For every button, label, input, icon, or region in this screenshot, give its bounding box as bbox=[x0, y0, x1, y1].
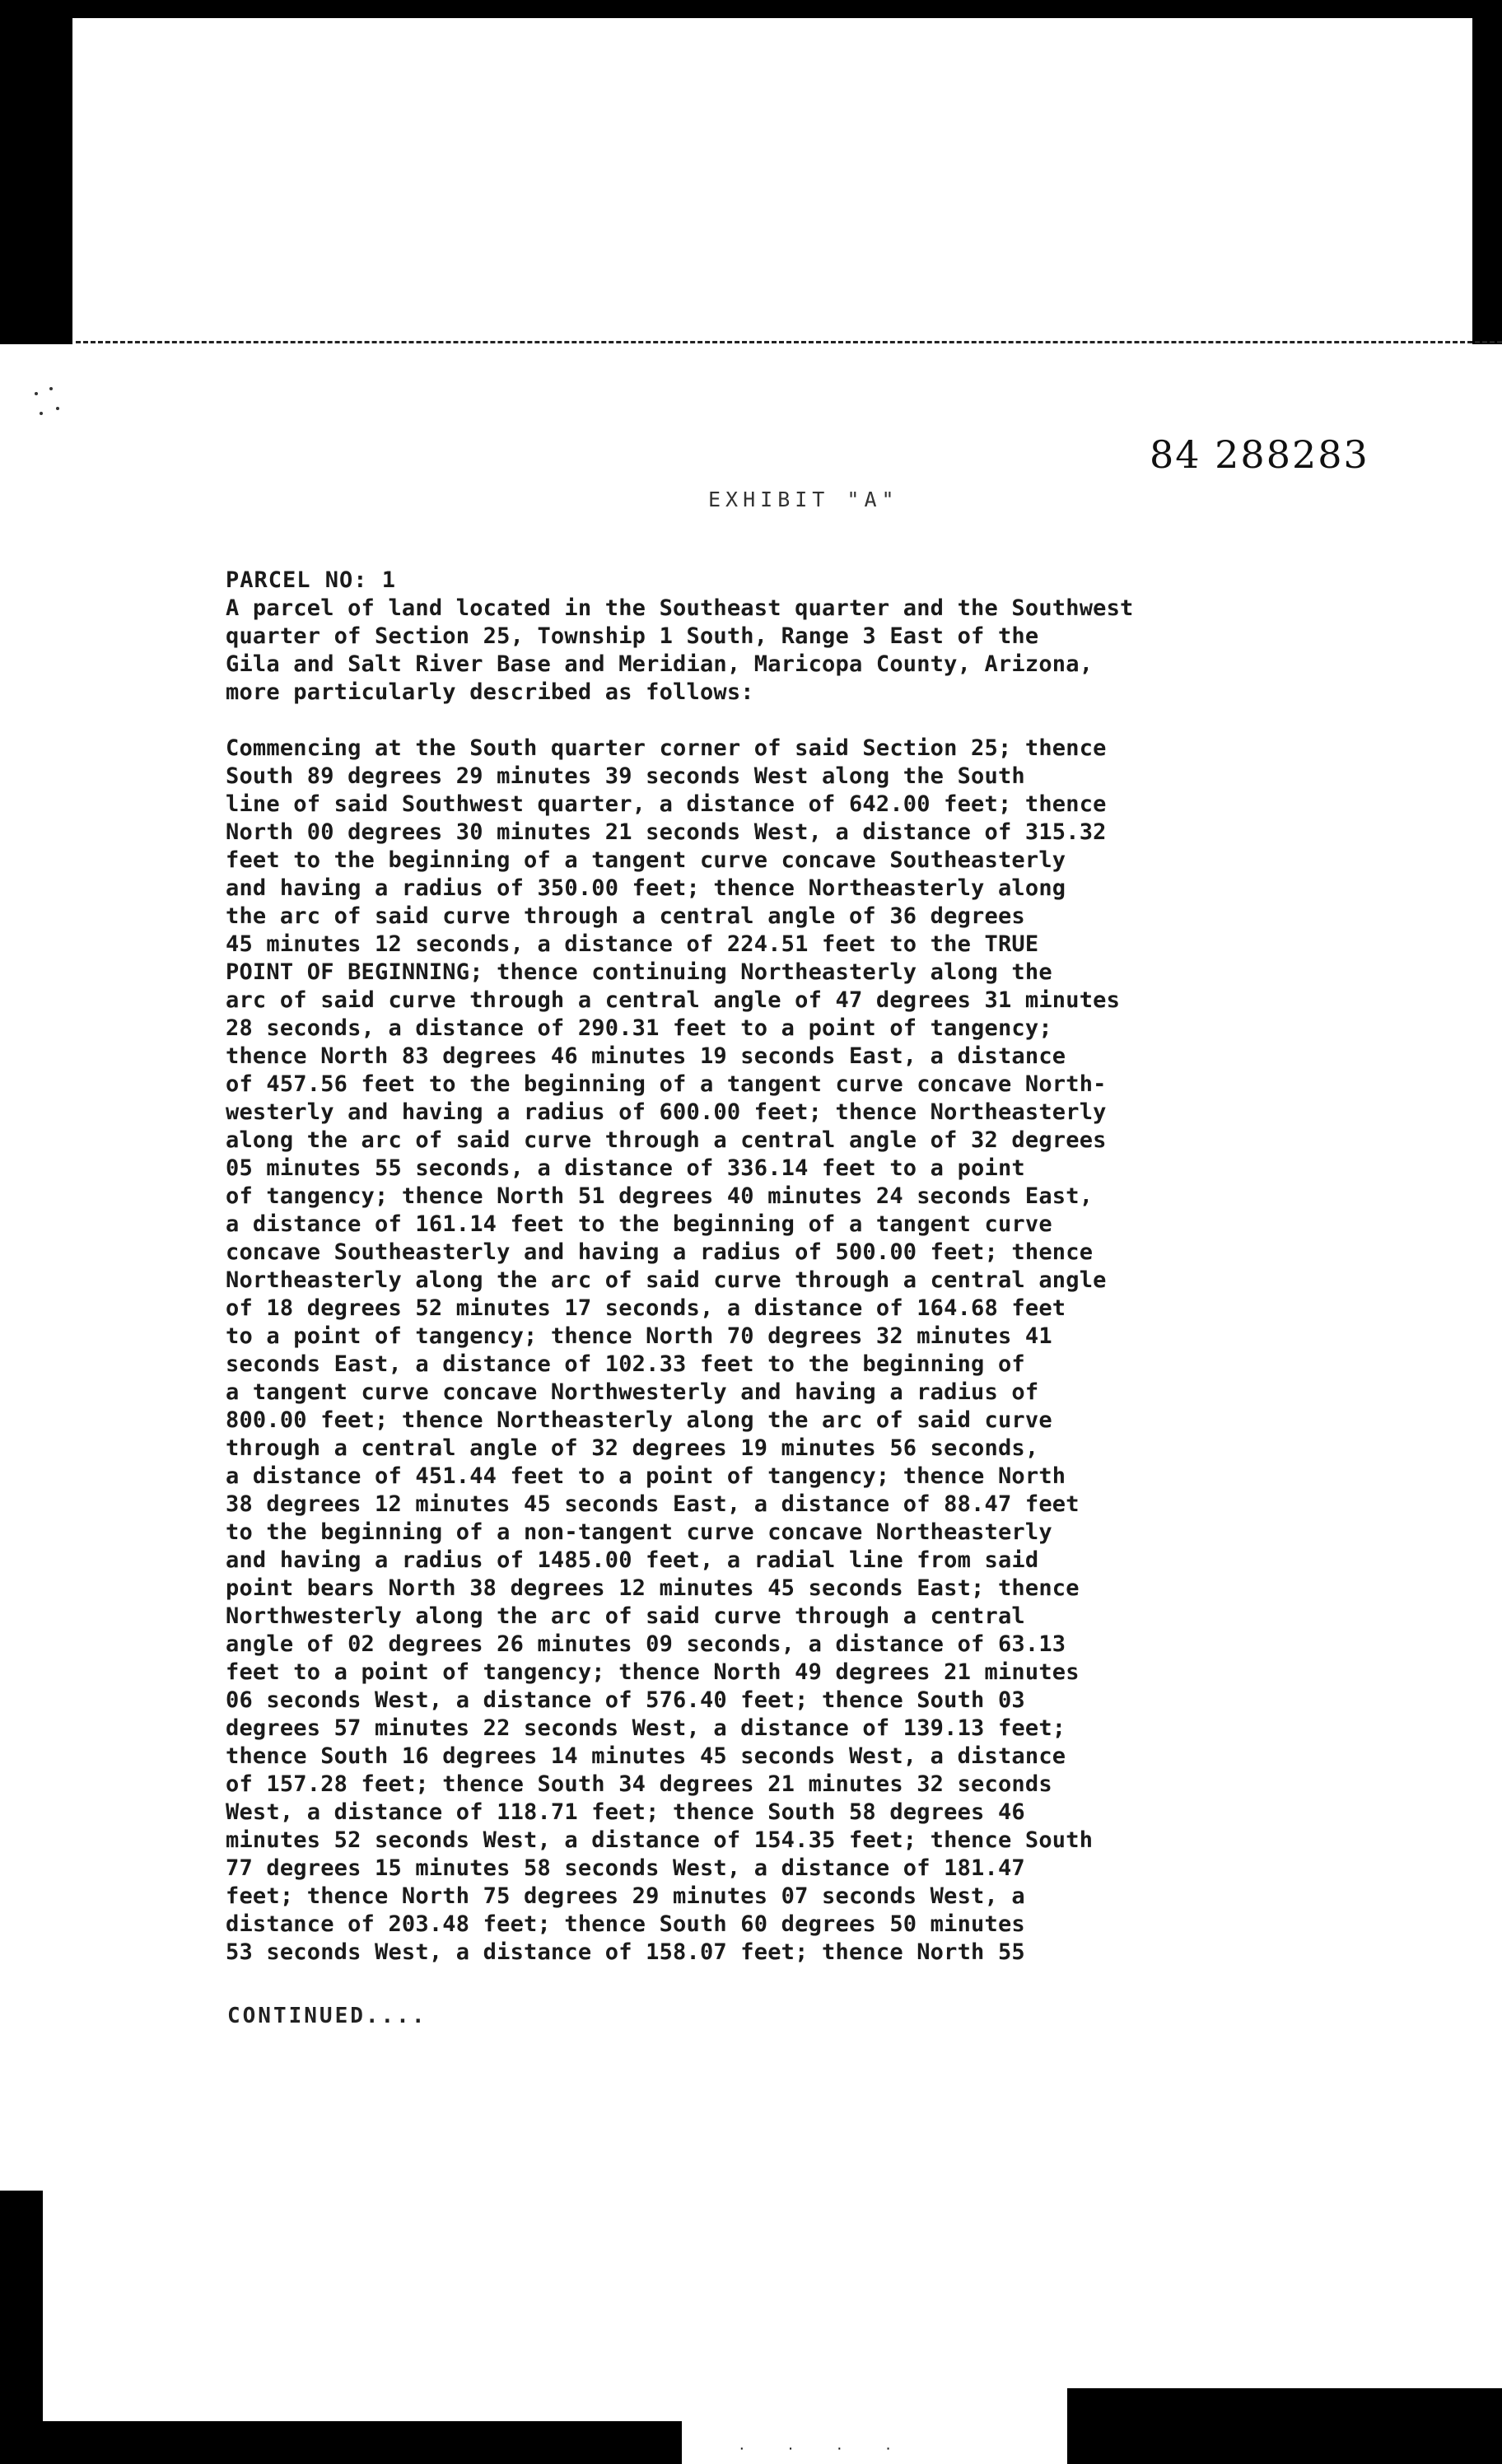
text-line: arc of said curve through a central angle of 47 degrees 31 minutes bbox=[226, 987, 1121, 1013]
legal-description bbox=[226, 567, 1428, 1967]
exhibit-title: EXHIBIT "A" bbox=[708, 488, 899, 511]
scan-specks bbox=[31, 387, 64, 436]
text-line: of 18 degrees 52 minutes 17 seconds, a distance of 164.68 feet bbox=[226, 1295, 1066, 1321]
text-line: feet to a point of tangency; thence North 49 degrees 21 minutes bbox=[226, 1659, 1080, 1685]
text-line: feet; thence North 75 degrees 29 minutes 07 seconds West, a bbox=[226, 1883, 1025, 1909]
text-line: 06 seconds West, a distance of 576.40 feet; thence South 03 bbox=[226, 1687, 1025, 1713]
text-line: North 00 degrees 30 minutes 21 seconds West, a distance of 315.32 bbox=[226, 819, 1107, 845]
text-line: 38 degrees 12 minutes 45 seconds East, a distance of 88.47 feet bbox=[226, 1491, 1080, 1517]
text-line: the arc of said curve through a central angle of 36 degrees bbox=[226, 903, 1025, 929]
paragraph-gap bbox=[226, 707, 1428, 735]
recording-number: 84 288283 bbox=[1150, 432, 1369, 477]
bottom-stamp: · · · · bbox=[738, 2441, 909, 2457]
text-line: POINT OF BEGINNING; thence continuing Northeasterly along the bbox=[226, 959, 1052, 985]
scan-border-left-bottom bbox=[0, 2191, 43, 2464]
text-line: a distance of 451.44 feet to a point of tangency; thence North bbox=[226, 1463, 1066, 1489]
scan-border-bottom-left bbox=[43, 2421, 682, 2464]
text-line: to the beginning of a non-tangent curve concave Northeasterly bbox=[226, 1519, 1052, 1545]
description-paragraph bbox=[226, 735, 1428, 1967]
text-line: thence South 16 degrees 14 minutes 45 seconds West, a distance bbox=[226, 1743, 1066, 1769]
text-line: degrees 57 minutes 22 seconds West, a distance of 139.13 feet; bbox=[226, 1715, 1066, 1741]
text-line: Gila and Salt River Base and Meridian, Maricopa County, Arizona, bbox=[226, 651, 1094, 677]
text-line: seconds East, a distance of 102.33 feet to the beginning of bbox=[226, 1351, 1025, 1377]
intro-paragraph bbox=[226, 595, 1428, 707]
text-line: Northwesterly along the arc of said curve through a central bbox=[226, 1603, 1025, 1629]
text-line: and having a radius of 350.00 feet; thence Northeasterly along bbox=[226, 875, 1066, 901]
scan-border-right-top bbox=[1472, 0, 1502, 344]
text-line: angle of 02 degrees 26 minutes 09 seconds, a distance of 63.13 bbox=[226, 1631, 1066, 1657]
text-line: 28 seconds, a distance of 290.31 feet to a point of tangency; bbox=[226, 1015, 1052, 1041]
text-line: West, a distance of 118.71 feet; thence South 58 degrees 46 bbox=[226, 1799, 1025, 1825]
text-line: of 457.56 feet to the beginning of a tangent curve concave North- bbox=[226, 1071, 1107, 1097]
text-line: 05 minutes 55 seconds, a distance of 336.14 feet to a point bbox=[226, 1155, 1025, 1181]
text-line: quarter of Section 25, Township 1 South, Range 3 East of the bbox=[226, 623, 1039, 649]
text-line: A parcel of land located in the Southeast quarter and the Southwest bbox=[226, 595, 1134, 621]
text-line: minutes 52 seconds West, a distance of 154.35 feet; thence South bbox=[226, 1827, 1094, 1853]
text-line: thence North 83 degrees 46 minutes 19 seconds East, a distance bbox=[226, 1043, 1066, 1069]
text-line: more particularly described as follows: bbox=[226, 679, 754, 705]
text-line: distance of 203.48 feet; thence South 60 degrees 50 minutes bbox=[226, 1911, 1025, 1937]
scan-border-bottom-right bbox=[1067, 2388, 1502, 2464]
text-line: westerly and having a radius of 600.00 feet; thence Northeasterly bbox=[226, 1099, 1107, 1125]
parcel-heading: PARCEL NO: 1 bbox=[226, 567, 397, 593]
text-line: point bears North 38 degrees 12 minutes 45 seconds East; thence bbox=[226, 1575, 1080, 1601]
text-line: of tangency; thence North 51 degrees 40 minutes 24 seconds East, bbox=[226, 1183, 1094, 1209]
text-line: 45 minutes 12 seconds, a distance of 224.51 feet to the TRUE bbox=[226, 931, 1039, 957]
text-line: feet to the beginning of a tangent curve concave Southeasterly bbox=[226, 847, 1066, 873]
text-line: and having a radius of 1485.00 feet, a radial line from said bbox=[226, 1547, 1039, 1573]
text-line: Northeasterly along the arc of said curve through a central angle bbox=[226, 1267, 1107, 1293]
text-line: a tangent curve concave Northwesterly and having a radius of bbox=[226, 1379, 1039, 1405]
text-line: along the arc of said curve through a central angle of 32 degrees bbox=[226, 1127, 1107, 1153]
text-line: 800.00 feet; thence Northeasterly along the arc of said curve bbox=[226, 1407, 1052, 1433]
scan-border-top bbox=[72, 0, 1472, 18]
text-line: a distance of 161.14 feet to the beginning of a tangent curve bbox=[226, 1211, 1052, 1237]
text-line: of 157.28 feet; thence South 34 degrees 21 minutes 32 seconds bbox=[226, 1771, 1052, 1797]
continued-label: CONTINUED.... bbox=[227, 2004, 427, 2028]
text-line: to a point of tangency; thence North 70 degrees 32 minutes 41 bbox=[226, 1323, 1052, 1349]
scan-border-left-top bbox=[0, 0, 72, 344]
text-line: line of said Southwest quarter, a distance of 642.00 feet; thence bbox=[226, 791, 1107, 817]
text-line: through a central angle of 32 degrees 19 minutes 56 seconds, bbox=[226, 1435, 1039, 1461]
text-line: 53 seconds West, a distance of 158.07 feet; thence North 55 bbox=[226, 1939, 1025, 1965]
text-line: Commencing at the South quarter corner of said Section 25; thence bbox=[226, 735, 1107, 761]
text-line: 77 degrees 15 minutes 58 seconds West, a distance of 181.47 bbox=[226, 1855, 1025, 1881]
text-line: concave Southeasterly and having a radius of 500.00 feet; thence bbox=[226, 1239, 1094, 1265]
scan-dashed-rule bbox=[76, 341, 1502, 343]
text-line: South 89 degrees 29 minutes 39 seconds West along the South bbox=[226, 763, 1025, 789]
